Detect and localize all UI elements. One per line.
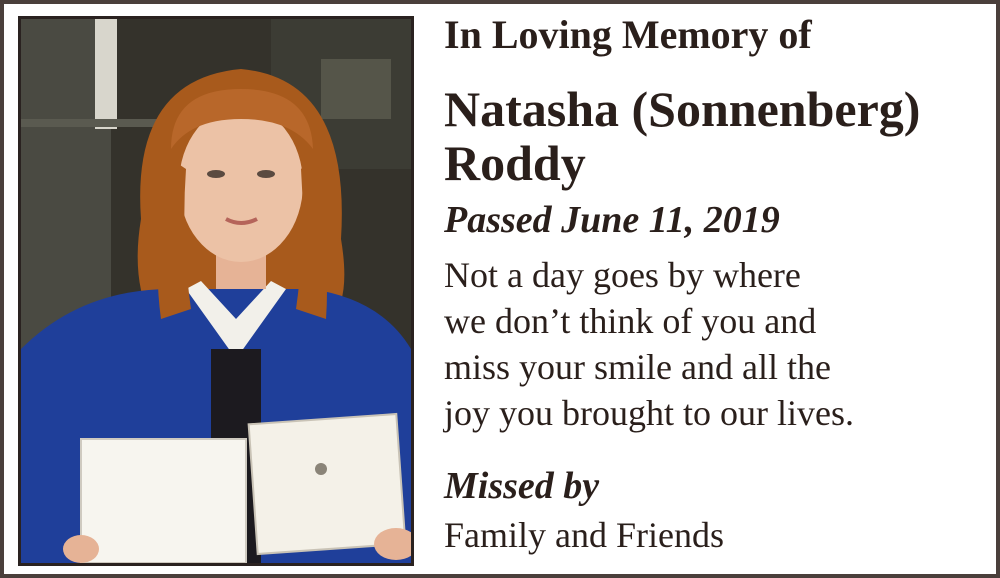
verse-line: miss your smile and all the	[444, 347, 831, 387]
name-line-1: Natasha (Sonnenberg)	[444, 81, 921, 137]
deceased-name	[444, 82, 992, 190]
memorial-heading: In Loving Memory of	[444, 12, 812, 57]
verse-line: we don’t think of you and	[444, 301, 817, 341]
portrait-photo	[18, 16, 414, 566]
portrait-illustration	[21, 19, 411, 563]
missed-by-names: Family and Friends	[444, 515, 724, 555]
verse-line: Not a day goes by where	[444, 255, 801, 295]
name-line-2: Roddy	[444, 135, 586, 191]
verse-line: joy you brought to our lives.	[444, 393, 854, 433]
missed-by-label: Missed by	[444, 465, 600, 507]
passed-date: Passed June 11, 2019	[444, 199, 780, 241]
memorial-verse	[444, 252, 854, 436]
